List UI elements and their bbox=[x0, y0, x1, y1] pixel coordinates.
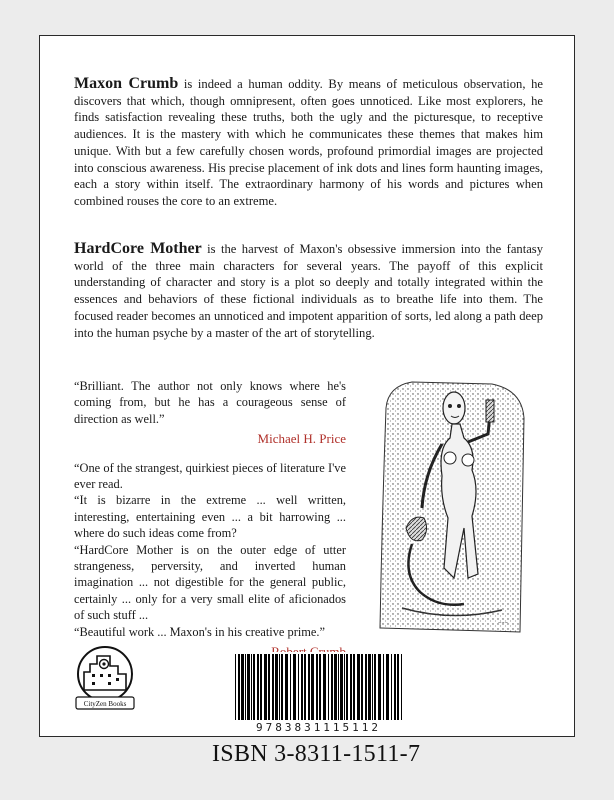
barcode-bar bbox=[361, 654, 363, 720]
barcode-digits: 9783831115112 bbox=[255, 721, 382, 734]
barcode-bar bbox=[235, 654, 236, 720]
book-title: HardCore Mother bbox=[74, 240, 202, 257]
barcode-bar bbox=[268, 654, 270, 720]
paragraph-author-text: is indeed a human oddity. By means of meticulous observation, he discovers that which, though omnipresent, often goes unnoticed. Like most explorers, he finds satisfaction revealing these truths, both the ugly and the picturesque, to receptive audiences. It is the mastery with which he communicates these themes that makes him unique. With but a few carefully chosen words, profound primordial images are projected into conscious awareness. His precise placement of ink dots and lines form haunting images, each a story within itself. The extraordinary harmony of his words and pictures when combined rouses the core to an extreme. bbox=[74, 77, 543, 208]
barcode-bar bbox=[253, 654, 255, 720]
quote-line: “HardCore Mother is on the outer edge of utter strangeness, perversity, and inverted human imagination ... not digestible for the general public, certainly ... only for a very small elite of aficionados of such stuff ... bbox=[74, 542, 346, 623]
barcode-bar bbox=[383, 654, 384, 720]
barcode-bar bbox=[245, 654, 246, 720]
barcode-bar bbox=[290, 654, 291, 720]
back-cover-panel bbox=[39, 35, 575, 737]
barcode-bar bbox=[374, 654, 376, 720]
barcode-bar bbox=[311, 654, 314, 720]
barcode-bar bbox=[257, 654, 259, 720]
barcode-bar bbox=[301, 654, 303, 720]
review-quotes bbox=[74, 378, 346, 661]
barcode-bar bbox=[316, 654, 318, 720]
paragraph-author bbox=[74, 76, 543, 210]
barcode-bar bbox=[251, 654, 252, 720]
quote-line: “One of the strangest, quirkiest pieces of literature I've ever read. bbox=[74, 460, 346, 492]
svg-text:~~~: ~~~ bbox=[498, 620, 509, 625]
barcode-bar bbox=[293, 654, 296, 720]
barcode-bar bbox=[357, 654, 360, 720]
barcode-bar bbox=[304, 654, 306, 720]
barcode-bar bbox=[319, 654, 321, 720]
ink-illustration bbox=[372, 378, 532, 636]
barcode-bar bbox=[247, 654, 250, 720]
barcode-bar bbox=[338, 654, 339, 720]
quote-line: “It is bizarre in the extreme ... well written, interesting, entertaining even ... a bit harrowing ... where do such ideas come from? bbox=[74, 493, 346, 541]
barcode-bar bbox=[279, 654, 280, 720]
quote-line: “Beautiful work ... Maxon's in his creative prime.” bbox=[74, 624, 326, 639]
paragraph-book bbox=[74, 241, 543, 341]
barcode-bar bbox=[328, 654, 329, 720]
barcode-bar bbox=[308, 654, 310, 720]
publisher-logo-label: CityZen Books bbox=[83, 700, 127, 708]
barcode-bar bbox=[272, 654, 274, 720]
barcode-bar bbox=[323, 654, 326, 720]
barcode-bar bbox=[397, 654, 399, 720]
barcode-bar bbox=[401, 654, 402, 720]
barcode-bar bbox=[340, 654, 343, 720]
isbn-number: ISBN 3-8311-1511-7 bbox=[212, 741, 421, 767]
barcode-bar bbox=[298, 654, 299, 720]
barcode-bar bbox=[378, 654, 381, 720]
barcode-bar bbox=[365, 654, 367, 720]
barcode-bar bbox=[285, 654, 288, 720]
publisher-logo bbox=[70, 642, 140, 712]
author-name: Maxon Crumb bbox=[74, 75, 179, 92]
barcode-bar bbox=[344, 654, 345, 720]
barcode-bars bbox=[227, 652, 410, 720]
barcode-bar bbox=[275, 654, 278, 720]
quote-first-attribution: Michael H. Price bbox=[257, 431, 346, 447]
barcode-bar bbox=[346, 654, 348, 720]
barcode-bar bbox=[372, 654, 373, 720]
barcode-bar bbox=[368, 654, 371, 720]
barcode-bar bbox=[281, 654, 283, 720]
barcode bbox=[227, 652, 410, 736]
barcode-bar bbox=[391, 654, 392, 720]
barcode-bar bbox=[260, 654, 262, 720]
paragraph-book-text: is the harvest of Maxon's obsessive immersion into the fantasy world of the three main characters for several years. The payoff of this explicit understanding of character and story is a plot so deeply and totally integrated within the essences and behaviors of these fictional individuals as to breathe life into them. The focused reader becomes an unnoticed and impotent apparition of sorts, led along a path deep into the human psyche by a master of the art of storytelling. bbox=[74, 242, 543, 340]
barcode-bar bbox=[386, 654, 389, 720]
barcode-bar bbox=[353, 654, 355, 720]
barcode-bar bbox=[394, 654, 396, 720]
quote-first: “Brilliant. The author not only knows where he's coming from, but he has a courageous sense of direction as well.” bbox=[74, 379, 346, 426]
barcode-bar bbox=[350, 654, 352, 720]
barcode-bar bbox=[238, 654, 240, 720]
barcode-bar bbox=[331, 654, 333, 720]
barcode-bar bbox=[334, 654, 337, 720]
barcode-bar bbox=[241, 654, 244, 720]
barcode-bar bbox=[264, 654, 267, 720]
